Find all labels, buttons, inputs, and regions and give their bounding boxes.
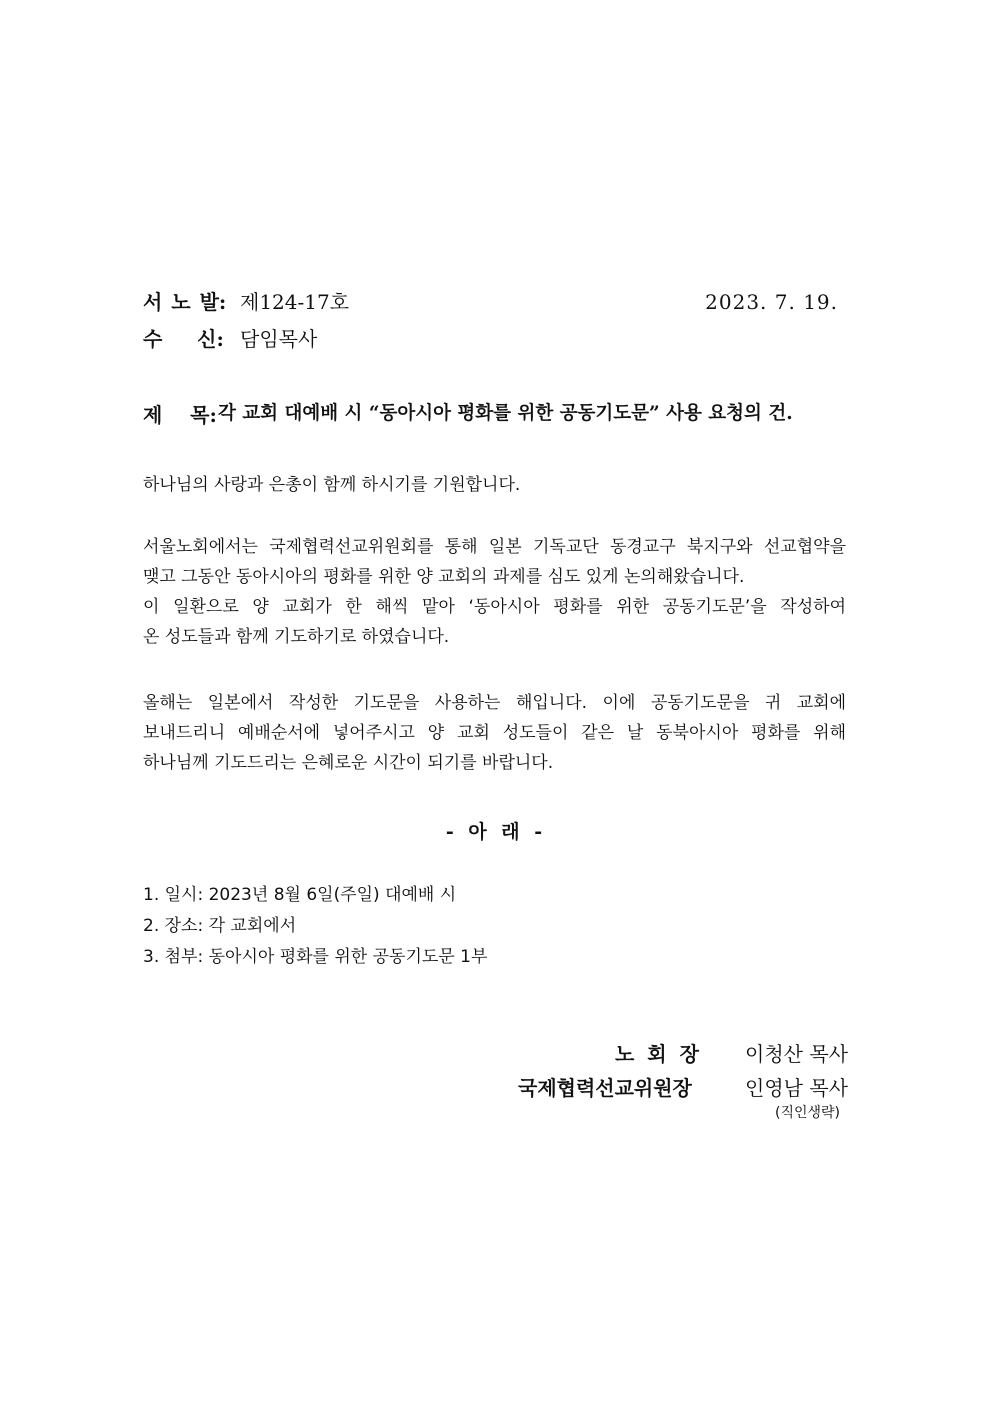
signature-name-mission-committee-chair: 인영남 목사	[745, 1076, 848, 1100]
paragraph-2-line: 보내드리니 예배순서에 넣어주시고 양 교회 성도들이 같은 날 동북아시아 평화를 위해	[143, 723, 846, 743]
paragraph-1-line: 이 일환으로 양 교회가 한 해씩 맡아 ‘동아시아 평화를 위한 공동기도문’을 작성하여	[143, 597, 846, 617]
document-number-label: 서 노 발:	[143, 290, 227, 314]
paragraph-2-line: 올해는 일본에서 작성한 기도문을 사용하는 해입니다. 이에 공동기도문을 귀 교회에	[143, 693, 846, 713]
greeting-text: 하나님의 사랑과 은총이 함께 하시기를 기원합니다.	[143, 475, 521, 495]
recipient-label: 수 신:	[143, 327, 224, 351]
signature-role-mission-committee-chair: 국제협력선교위원장	[518, 1076, 692, 1100]
document-number-value: 제124-17호	[240, 290, 350, 314]
document-date: 2023. 7. 19.	[705, 290, 838, 314]
paragraph-1	[143, 532, 846, 652]
details-list	[143, 880, 487, 973]
recipient-value: 담임목사	[240, 327, 318, 351]
paragraph-1-line: 온 성도들과 함께 기도하기로 하였습니다.	[143, 627, 450, 647]
signature-role-presbytery-moderator: 노 회 장	[615, 1042, 699, 1066]
paragraph-2	[143, 688, 846, 778]
paragraph-1-line: 서울노회에서는 국제협력선교위원회를 통해 일본 기독교단 동경교구 북지구와 선교협약을	[143, 537, 846, 557]
seal-omitted-note: (직인생략)	[775, 1105, 841, 1121]
details-list-item: 2. 장소: 각 교회에서	[143, 916, 297, 936]
subject-label: 제 목:	[143, 403, 217, 427]
subject-value: 각 교회 대예배 시 “동아시아 평화를 위한 공동기도문” 사용 요청의 건.	[218, 403, 793, 424]
signature-name-presbytery-moderator: 이청산 목사	[745, 1042, 848, 1066]
paragraph-1-line: 맺고 그동안 동아시아의 평화를 위한 양 교회의 과제를 심도 있게 논의해왔습니다.	[143, 567, 745, 587]
below-heading: - 아 래 -	[445, 821, 547, 843]
details-list-item: 1. 일시: 2023년 8월 6일(주일) 대예배 시	[143, 885, 457, 905]
paragraph-2-line: 하나님께 기도드리는 은혜로운 시간이 되기를 바랍니다.	[143, 753, 554, 773]
details-list-item: 3. 첨부: 동아시아 평화를 위한 공동기도문 1부	[143, 947, 488, 967]
